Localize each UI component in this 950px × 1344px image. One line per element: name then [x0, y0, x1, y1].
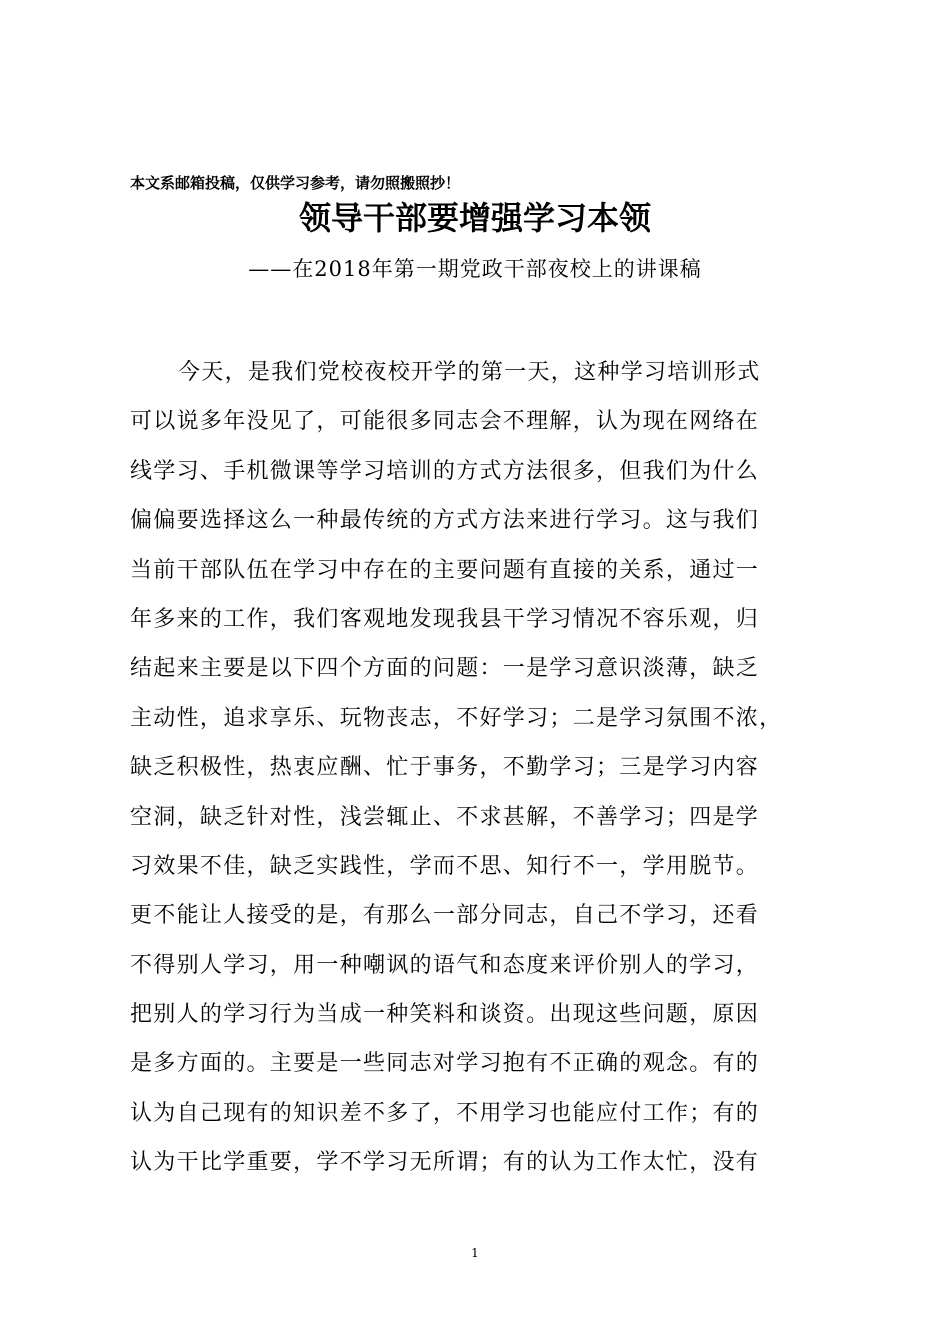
body-line: 习效果不佳，缺乏实践性，学而不思、知行不一，学用脱节。: [130, 853, 760, 879]
body-line: 空洞，缺乏针对性，浅尝辄止、不求甚解，不善学习；四是学: [130, 804, 760, 830]
body-line: 结起来主要是以下四个方面的问题：一是学习意识淡薄，缺乏: [130, 656, 760, 682]
body-line: 更不能让人接受的是，有那么一部分同志，自己不学习，还看: [130, 903, 760, 929]
body-line: 认为干比学重要，学不学习无所谓；有的认为工作太忙，没有: [130, 1150, 760, 1176]
document-title: 领导干部要增强学习本领: [298, 199, 651, 237]
document-subtitle: ——在2018年第一期党政干部夜校上的讲课稿: [248, 257, 702, 281]
body-line: 线学习、手机微课等学习培训的方式方法很多，但我们为什么: [130, 458, 760, 484]
body-line: 主动性，追求享乐、玩物丧志，不好学习；二是学习氛围不浓，: [130, 705, 783, 731]
body-line: 今天，是我们党校夜校开学的第一天，这种学习培训形式: [178, 360, 761, 385]
body-text: [130, 354, 820, 1194]
body-line: 当前干部队伍在学习中存在的主要问题有直接的关系，通过一: [130, 557, 760, 583]
body-line: 是多方面的。主要是一些同志对学习抱有不正确的观念。有的: [130, 1051, 760, 1077]
submission-notice: 本文系邮箱投稿，仅供学习参考，请勿照搬照抄！: [130, 174, 461, 192]
body-line: 认为自己现有的知识差不多了，不用学习也能应付工作；有的: [130, 1100, 760, 1126]
body-line: 把别人的学习行为当成一种笑料和谈资。出现这些问题，原因: [130, 1002, 760, 1028]
body-line: 可以说多年没见了，可能很多同志会不理解，认为现在网络在: [130, 409, 760, 435]
page-number: 1: [471, 1246, 479, 1260]
body-line: 偏偏要选择这么一种最传统的方式方法来进行学习。这与我们: [130, 508, 760, 534]
body-line: 年多来的工作，我们客观地发现我县干学习情况不容乐观，归: [130, 606, 760, 632]
body-line: 缺乏积极性，热衷应酬、忙于事务，不勤学习；三是学习内容: [130, 755, 760, 781]
body-line: 不得别人学习，用一种嘲讽的语气和态度来评价别人的学习，: [130, 952, 760, 978]
